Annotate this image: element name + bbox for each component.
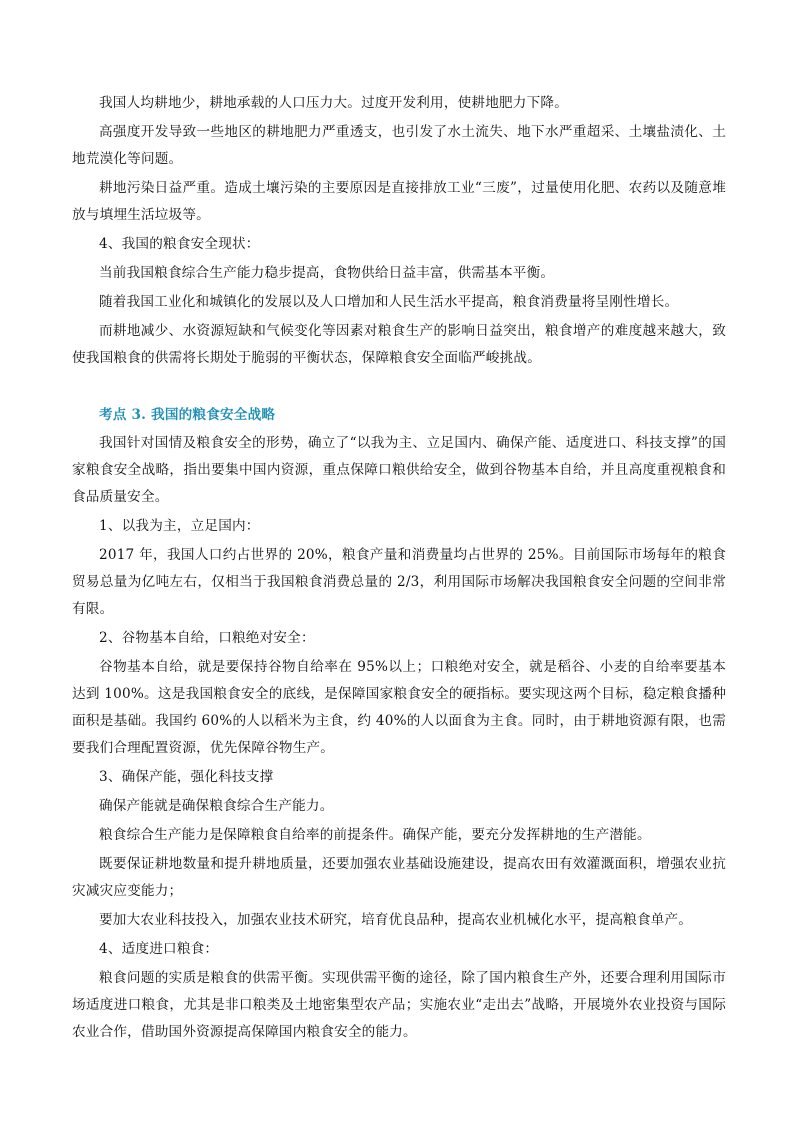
paragraph-moderate-imports: 粮食问题的实质是粮食的供需平衡。实现供需平衡的途径，除了国内粮食生产外，还要合理利用国际市场适度进口粮食，尤其是非口粮类及土地密集型农产品；实施农业“走出去”战略，开展境外农业投资与国际农业合作，借助国外资源提高保障国内粮食安全的能力。	[72, 970, 726, 1040]
paragraph-soil-pollution: 耕地污染日益严重。造成土壤污染的主要原因是直接排放工业“三废”，过量使用化肥、农药以及随意堆放与填埋生活垃圾等。	[72, 180, 726, 223]
document-body	[72, 90, 726, 1048]
paragraph-grain-self-sufficiency: 谷物基本自给，就是要保持谷物自给率在 95%以上；口粮绝对安全，就是稻谷、小麦的自给率要基本达到 100%。这是我国粮食安全的底线，是保障国家粮食安全的硬指标。要实现这两个目标，稳定粮食播种面积是基础。我国约 60%的人以稻米为主食，约 40%的人以面食为主食。同时，由于耕地资源有限，也需要我们合理配置资源，优先保障谷物生产。	[72, 659, 726, 756]
section-spacer	[72, 374, 726, 402]
paragraph-strategy-intro: 我国针对国情及粮食安全的形势，确立了“以我为主、立足国内、确保产能、适度进口、科技支撑”的国家粮食安全战略，指出要集中国内资源，重点保障口粮供给安全，做到谷物基本自给，并且高度重视粮食和食品质量安全。	[72, 435, 726, 505]
section-heading-strategy: 考点 3. 我国的粮食安全战略	[99, 407, 276, 423]
subheading-grain-self-sufficiency: 2、谷物基本自给，口粮绝对安全：	[99, 630, 315, 646]
paragraph-capacity-precondition: 粮食综合生产能力是保障粮食自给率的前提条件。确保产能，要充分发挥耕地的生产潜能。	[99, 827, 651, 843]
subheading-self-reliance: 1、以我为主，立足国内：	[99, 518, 260, 534]
paragraph-farmland-quality: 既要保证耕地数量和提升耕地质量，还要加强农业基础设施建设，提高农田有效灌溉面积，增强农业抗灾减灾应变能力；	[72, 856, 726, 899]
subheading-food-security-status: 4、我国的粮食安全现状：	[99, 236, 260, 252]
paragraph-farmland-pressure: 我国人均耕地少，耕地承载的人口压力大。过度开发利用，使耕地肥力下降。	[99, 95, 568, 111]
paragraph-agri-tech: 要加大农业科技投入，加强农业技术研究，培育优良品种，提高农业机械化水平，提高粮食单产。	[99, 912, 693, 928]
paragraph-capacity-definition: 确保产能就是确保粮食综合生产能力。	[99, 798, 334, 814]
paragraph-overdevelopment: 高强度开发导致一些地区的耕地肥力严重透支，也引发了水土流失、地下水严重超采、土壤盐渍化、土地荒漠化等问题。	[72, 124, 726, 167]
paragraph-self-reliance: 2017 年，我国人口约占世界的 20%，粮食产量和消费量均占世界的 25%。目前国际市场每年的粮食贸易总量为亿吨左右，仅相当于我国粮食消费总量的 2/3，利用国际市场解决我国粮食安全问题的空间非常有限。	[72, 547, 726, 617]
paragraph-current-capacity: 当前我国粮食综合生产能力稳步提高，食物供给日益丰富，供需基本平衡。	[99, 265, 555, 281]
paragraph-fragile-balance: 而耕地减少、水资源短缺和气候变化等因素对粮食生产的影响日益突出，粮食增产的难度越来越大，致使我国粮食的供需将长期处于脆弱的平衡状态，保障粮食安全面临严峻挑战。	[72, 323, 726, 366]
subheading-moderate-imports: 4、适度进口粮食：	[99, 941, 219, 957]
paragraph-consumption-growth: 随着我国工业化和城镇化的发展以及人口增加和人民生活水平提高，粮食消费量将呈刚性增长。	[99, 294, 679, 310]
subheading-ensure-capacity: 3、确保产能，强化科技支撑	[99, 769, 274, 785]
